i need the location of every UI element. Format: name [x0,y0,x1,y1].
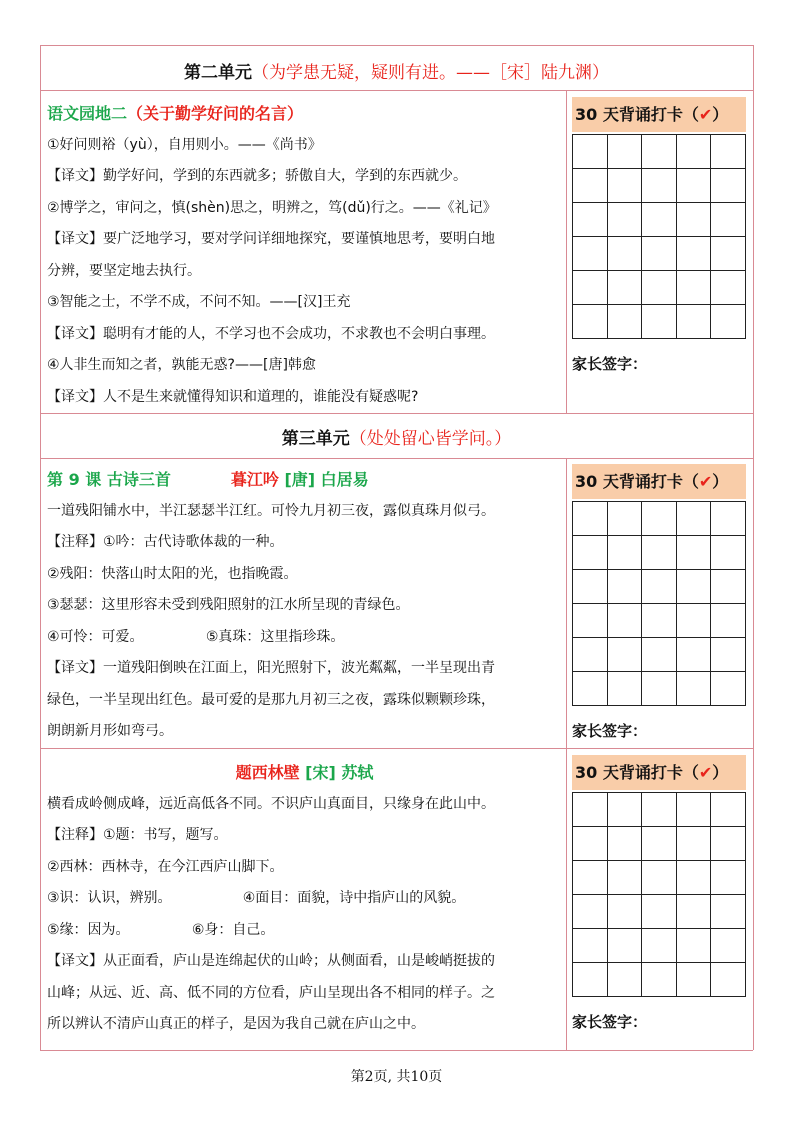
checkin-header [572,97,746,132]
text-line: 横看成岭侧成峰，远近高低各不同。不识庐山真面目，只缘身在此山中。 [47,795,495,812]
check-icon: ✔ [698,472,713,491]
poem-title: 题西林壁 [235,763,300,782]
section-heading [47,98,562,130]
text-line: ④人非生而知之者，孰能无惑?——[唐]韩愈 [47,357,316,373]
text-line: ②西林：西林寺，在今江西庐山脚下。 [47,858,284,875]
paren: ） [712,472,729,491]
unit3-header [40,424,753,449]
unit-title: 第三单元 [281,429,350,449]
text-line: ⑤缘：因为。 ⑥身：自己。 [47,921,275,938]
page-number: 第2页, 共10页 [350,1069,443,1085]
poem-title: 暮江吟 [230,470,279,489]
paren: ） [712,105,729,124]
unit-motto: （处处留心皆学问。） [349,429,512,449]
parent-signature-label: 家长签字： [572,1013,648,1031]
border [566,458,567,1050]
checkin-title: 30 天背诵打卡（ [575,105,699,124]
paren: ） [712,763,729,782]
text-line: ④可怜：可爱。 ⑤真珠：这里指珍珠。 [47,628,345,645]
border [40,45,41,1050]
text-line: 绿色，一半呈现出红色。最可爱的是那九月初三之夜，露珠似颗颗珍珠， [47,691,495,708]
lesson-title: 第 9 课 古诗三首 [47,470,171,489]
poem-dynasty: [宋] [305,763,336,782]
poem-author: 白居易 [320,470,369,489]
border [40,45,753,46]
section-poem-mujiangyin [47,464,562,748]
checkin-title: 30 天背诵打卡（ [575,472,699,491]
text-line: 【译文】勤学好问，学到的东西就多；骄傲自大，学到的东西就少。 [47,168,467,184]
text-line: 【译文】一道残阳倒映在江面上，阳光照射下，波光粼粼，一半呈现出青 [47,660,495,676]
text-line: ①好问则裕（yù），自用则小。——《尚书》 [47,136,322,153]
unit2-header [40,58,753,83]
text-line: ②残阳：快落山时太阳的光，也指晚霞。 [47,565,298,582]
check-icon: ✔ [698,105,713,124]
unit-title: 第二单元 [184,63,252,83]
text-line: ③识：认识，辨别。 ④面目：面貌，诗中指庐山的风貌。 [47,890,466,906]
text-line: 【注释】①吟：古代诗歌体裁的一种。 [47,534,284,550]
text-line: 【译文】从正面看，庐山是连绵起伏的山岭；从侧面看，山是峻峭挺拔的 [47,953,495,969]
check-icon: ✔ [698,763,713,782]
text-line: 分辨，要坚定地去执行。 [47,262,201,279]
border [753,45,754,1050]
parent-signature-label: 家长签字： [572,355,648,373]
text-line: ③智能之士，不学不成，不问不知。——[汉]王充 [47,294,351,310]
border [40,413,753,414]
checkin-panel [572,97,746,374]
section-heading [47,757,562,789]
text-line: 【译文】人不是生来就懂得知识和道理的，谁能没有疑惑呢? [47,388,419,405]
heading-red: （关于勤学好问的名言） [127,104,304,123]
poem-author: 苏轼 [341,763,374,782]
section-sayings [47,98,562,413]
checkin-grid[interactable] [572,792,746,997]
text-line: 所以辨认不清庐山真正的样子，是因为我自己就在庐山之中。 [47,1016,425,1032]
unit-motto: （为学患无疑，疑则有进。——［宋］陆九渊） [252,63,609,83]
poem-dynasty: [唐] [284,470,316,489]
text-line: 【译文】要广泛地学习，要对学问详细地探究，要谨慎地思考，要明白地 [47,231,495,247]
checkin-grid[interactable] [572,134,746,339]
text-line: 山峰；从远、近、高、低不同的方位看，庐山呈现出各不相同的样子。之 [47,984,495,1001]
text-line: 朗朗新月形如弯弓。 [47,723,173,739]
heading-green: 语文园地二 [47,104,128,123]
text-line: 一道残阳铺水中，半江瑟瑟半江红。可怜九月初三夜，露似真珠月似弓。 [47,502,495,519]
section-poem-tixilinbi [47,757,562,1041]
section-heading [47,464,562,496]
border [566,90,567,413]
border [40,748,753,749]
checkin-panel [572,464,746,741]
text-line: 【译文】聪明有才能的人，不学习也不会成功，不求教也不会明白事理。 [47,325,495,342]
parent-signature-label: 家长签字： [572,722,648,740]
border [40,458,753,459]
checkin-header [572,464,746,499]
checkin-grid[interactable] [572,501,746,706]
border [40,1050,753,1051]
text-line: 【注释】①题：书写，题写。 [47,827,228,843]
checkin-panel [572,755,746,1032]
checkin-title: 30 天背诵打卡（ [575,763,699,782]
text-line: ②博学之，审问之，慎(shèn)思之，明辨之，笃(dǔ)行之。——《礼记》 [47,199,497,216]
text-line: ③瑟瑟：这里形容未受到残阳照射的江水所呈现的青绿色。 [47,597,410,613]
border [40,90,753,91]
checkin-header [572,755,746,790]
